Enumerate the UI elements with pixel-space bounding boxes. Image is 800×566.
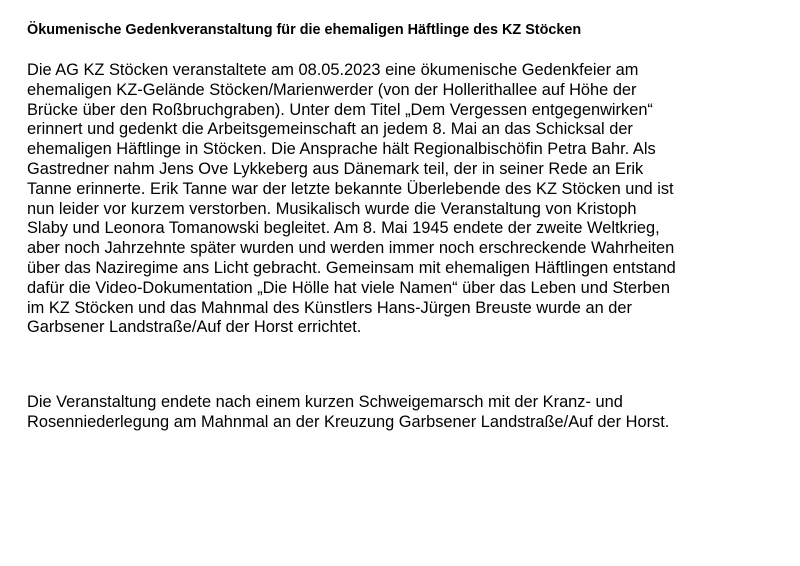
paragraph-line: Brücke über den Roßbruchgraben). Unter dem Titel „Dem Vergessen entgegenwirken“	[27, 100, 653, 119]
paragraph-line: Die Veranstaltung endete nach einem kurzen Schweigemarsch mit der Kranz- und	[27, 393, 623, 411]
paragraph-line: nun leider vor kurzem verstorben. Musikalisch wurde die Veranstaltung von Kristoph	[27, 199, 637, 218]
paragraph-line: aber noch Jahrzehnte später wurden und werden immer noch erschreckende Wahrheiten	[27, 239, 675, 258]
paragraph-line: Die AG KZ Stöcken veranstaltete am 08.05.2023 eine ökumenische Gedenkfeier am	[27, 61, 639, 79]
paragraph-2	[27, 393, 669, 433]
paragraph-line: Garbsener Landstraße/Auf der Horst errichtet.	[27, 318, 362, 337]
paragraph-line: Gastredner nahm Jens Ove Lykkeberg aus Dänemark teil, der in seiner Rede an Erik	[27, 159, 644, 178]
paragraph-line: ehemaligen KZ-Gelände Stöcken/Marienwerder (von der Hollerithallee auf Höhe der	[27, 80, 637, 99]
paragraph-line: ehemaligen Häftlinge in Stöcken. Die Ansprache hält Regionalbischöfin Petra Bahr. Als	[27, 140, 656, 159]
paragraph-line: dafür die Video-Dokumentation „Die Hölle hat viele Namen“ über das Leben und Sterben	[27, 278, 670, 297]
paragraph-line: über das Naziregime ans Licht gebracht. Gemeinsam mit ehemaligen Häftlingen entstand	[27, 258, 676, 277]
paragraph-line: im KZ Stöcken und das Mahnmal des Künstlers Hans-Jürgen Breuste wurde an der	[27, 298, 632, 317]
paragraph-line: Rosenniederlegung am Mahnmal an der Kreuzung Garbsener Landstraße/Auf der Horst.	[27, 412, 670, 431]
paragraph-line: Tanne erinnerte. Erik Tanne war der letzte bekannte Überlebende des KZ Stöcken und ist	[27, 179, 674, 198]
document-title: Ökumenische Gedenkveranstaltung für die ehemaligen Häftlinge des KZ Stöcken	[27, 22, 582, 38]
paragraph-line: erinnert und gedenkt die Arbeitsgemeinschaft an jedem 8. Mai an das Schicksal der	[27, 120, 633, 139]
paragraph-line: Slaby und Leonora Tomanowski begleitet. Am 8. Mai 1945 endete der zweite Weltkrieg,	[27, 219, 660, 238]
paragraph-1	[27, 61, 676, 338]
